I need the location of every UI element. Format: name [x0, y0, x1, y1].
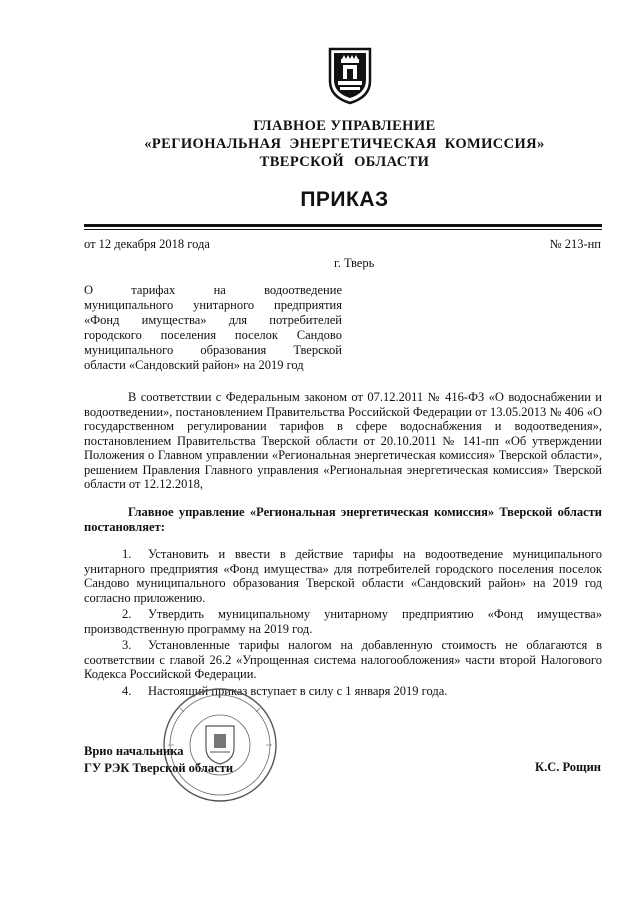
order-item-number: 1. — [122, 547, 132, 561]
subject-line: городского поселения поселок Сандово — [84, 328, 342, 342]
order-item-number: 3. — [122, 638, 132, 652]
order-item — [84, 607, 602, 636]
order-item-text: Утвердить муниципальному унитарному предприятию «Фонд имущества» производственную программу на 2019 год. — [84, 607, 602, 636]
signatory-name: К.С. Рощин — [535, 760, 601, 774]
document-date: от 12 декабря 2018 года — [84, 237, 210, 251]
order-item-text: Установленные тарифы налогом на добавленную стоимость не облагаются в соответствии с главой 26.2 «Упрощенная система налогообложения» части второй Налогового Кодекса Российской Федерации. — [84, 638, 602, 681]
org-name-line-1: ГЛАВНОЕ УПРАВЛЕНИЕ — [253, 118, 436, 134]
document-number: № 213-нп — [549, 237, 601, 251]
resolve-paragraph: Главное управление «Региональная энергетическая комиссия» Тверской области постановляет: — [84, 505, 602, 534]
preamble-paragraph: В соответствии с Федеральным законом от 07.12.2011 № 416-ФЗ «О водоснабжении и водоотведении», постановлением Правительства Российской Федерации от 13.05.2013 № 406 «О государственном регулировании тарифов в сфере водоснабжения и водоотведения», постановлением Правительства Тверской области от 20.10.2011 № 141-пп «Об утверждении Положения о Главном управлении «Региональная энергетическая комиссия» Тверской области», решением Правления Главного управления «Региональная энергетическая комиссия» Тверской области от 12.12.2018, — [84, 390, 602, 491]
document-city: г. Тверь — [334, 256, 375, 270]
order-item-number: 4. — [122, 683, 132, 698]
order-item-text: Установить и ввести в действие тарифы на водоотведение муниципального унитарного предприятия «Фонд имущества» для потребителей городского поселения поселок Сандово муниципального образования Тверской области «Сандовский район» на 2019 год согласно приложению. — [84, 547, 602, 605]
subject-line: области «Сандовский район» на 2019 год — [84, 358, 304, 372]
subject-line: муниципального образования Тверской — [84, 343, 342, 357]
coat-of-arms-icon — [326, 47, 374, 105]
signatory-title-line-2: ГУ РЭК Тверской области — [84, 761, 234, 775]
header-divider-thick — [84, 224, 602, 227]
signatory-title — [84, 743, 233, 777]
subject-line: муниципального унитарного предприятия — [84, 298, 342, 312]
order-item — [84, 547, 602, 605]
order-item — [84, 638, 602, 682]
document-subject — [84, 283, 342, 373]
order-items-list — [84, 547, 602, 700]
org-name-line-2: «РЕГИОНАЛЬНАЯ ЭНЕРГЕТИЧЕСКАЯ КОМИССИЯ» — [144, 136, 545, 152]
header-divider-thin — [84, 229, 602, 230]
subject-line: «Фонд имущества» для потребителей — [84, 313, 342, 327]
order-item-text: Настоящий приказ вступает в силу с 1 января 2019 года. — [148, 683, 448, 698]
order-item-number: 2. — [122, 607, 132, 621]
org-name-line-3: ТВЕРСКОЙ ОБЛАСТИ — [259, 154, 430, 170]
signatory-title-line-1: Врио начальника — [84, 744, 184, 758]
subject-line: О тарифах на водоотведение — [84, 283, 342, 297]
document-title: ПРИКАЗ — [300, 188, 389, 211]
